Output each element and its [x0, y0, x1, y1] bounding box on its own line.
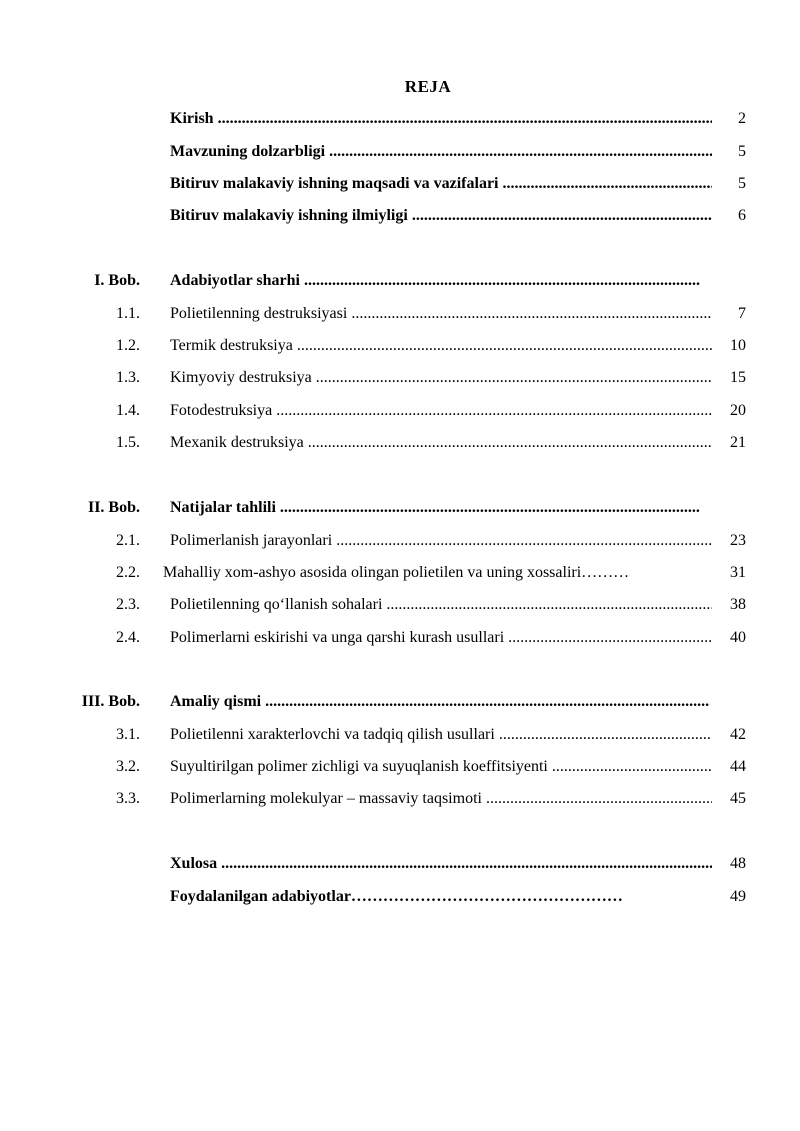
toc-entry-label: Polimerlarning molekulyar – massaviy taqsimoti .....	[170, 788, 712, 810]
toc-entry-references[interactable]	[0, 886, 800, 908]
toc-chapter-2[interactable]	[0, 497, 800, 519]
chapter-number: I. Bob.	[94, 272, 140, 289]
toc-entry[interactable]	[0, 562, 800, 584]
toc-entry[interactable]	[0, 724, 800, 746]
toc-entry-label: Mavzuning dolzarbligi .....	[170, 141, 712, 163]
toc-entry-page: 7	[738, 305, 746, 322]
toc-entry-page: 6	[738, 207, 746, 224]
toc-entry-number: 1.3.	[116, 369, 140, 386]
toc-entry[interactable]	[0, 627, 800, 649]
toc-entry-intro[interactable]	[0, 108, 800, 130]
toc-entry-page: 38	[730, 596, 746, 613]
toc-entry[interactable]	[0, 432, 800, 454]
toc-entry[interactable]	[0, 400, 800, 422]
toc-entry-goals[interactable]	[0, 173, 800, 195]
chapter-title: Adabiyotlar sharhi .....	[170, 270, 700, 292]
toc-entry-number: 2.1.	[116, 532, 140, 549]
toc-entry-page: 40	[730, 629, 746, 646]
toc-entry-label: Polietilenni xarakterlovchi va tadqiq qilish usullari .....	[170, 724, 712, 746]
toc-entry-number: 2.4.	[116, 629, 140, 646]
toc-entry-label: Kirish .....	[170, 108, 712, 130]
toc-entry-number: 1.4.	[116, 402, 140, 419]
toc-entry-label: Fotodestruksiya .....	[170, 400, 712, 422]
toc-entry-label: Polietilenning qo‘llanish sohalari .....	[170, 594, 712, 616]
toc-title: REJA	[404, 77, 452, 96]
toc-entry-number: 1.2.	[116, 337, 140, 354]
toc-chapter-1[interactable]	[0, 270, 800, 292]
toc-entry-page: 45	[730, 790, 746, 807]
toc-entry-label: Polimerlarni eskirishi va unga qarshi kurash usullari .....	[170, 627, 712, 649]
toc-entry-label: Suyultirilgan polimer zichligi va suyuqlanish koeffitsiyenti .....	[170, 756, 712, 778]
toc-chapter-3[interactable]	[0, 691, 800, 713]
toc-entry-label: Kimyoviy destruksiya .....	[170, 367, 712, 389]
toc-entry-page: 42	[730, 726, 746, 743]
chapter-title: Amaliy qismi .....	[170, 691, 710, 713]
toc-entry-page: 23	[730, 532, 746, 549]
toc-entry-number: 3.3.	[116, 790, 140, 807]
toc-entry-number: 3.2.	[116, 758, 140, 775]
chapter-title: Natijalar tahlili .....	[170, 497, 700, 519]
toc-entry-number: 2.3.	[116, 596, 140, 613]
toc-entry-page: 49	[730, 888, 746, 905]
toc-entry-relevance[interactable]	[0, 141, 800, 163]
toc-entry[interactable]	[0, 303, 800, 325]
toc-entry-page: 15	[730, 369, 746, 386]
toc-entry-label: Polimerlanish jarayonlari .....	[170, 530, 712, 552]
toc-entry-label: Mahalliy xom-ashyo asosida olingan polietilen va uning xossaliri………	[163, 564, 630, 581]
toc-entry-label: Termik destruksiya .....	[170, 335, 712, 357]
toc-entry-page: 5	[738, 143, 746, 160]
toc-entry-number: 1.5.	[116, 434, 140, 451]
toc-entry-page: 2	[738, 110, 746, 127]
toc-entry[interactable]	[0, 335, 800, 357]
toc-entry[interactable]	[0, 530, 800, 552]
toc-entry-number: 2.2.	[116, 564, 140, 581]
toc-entry-page: 21	[730, 434, 746, 451]
toc-entry-page: 31	[730, 564, 746, 581]
toc-entry-page: 44	[730, 758, 746, 775]
toc-entry-page: 5	[738, 175, 746, 192]
toc-entry-page: 48	[730, 855, 746, 872]
toc-entry-label: Xulosa .....	[170, 853, 712, 875]
toc-entry-page: 10	[730, 337, 746, 354]
toc-entry[interactable]	[0, 788, 800, 810]
toc-entry-label: Polietilenning destruksiyasi .....	[170, 303, 712, 325]
toc-entry-label: Bitiruv malakaviy ishning ilmiyligi .....	[170, 205, 712, 227]
toc-entry-label: Foydalanilgan adabiyotlar……………………………………………	[170, 888, 623, 905]
toc-entry-label: Bitiruv malakaviy ishning maqsadi va vazifalari .....	[170, 173, 712, 195]
toc-entry[interactable]	[0, 594, 800, 616]
toc-entry[interactable]	[0, 756, 800, 778]
chapter-number: III. Bob.	[81, 693, 140, 710]
toc-entry-page: 20	[730, 402, 746, 419]
toc-entry-label: Mexanik destruksiya .....	[170, 432, 712, 454]
toc-entry-number: 1.1.	[116, 305, 140, 322]
toc-entry-scientific[interactable]	[0, 205, 800, 227]
toc-entry[interactable]	[0, 367, 800, 389]
chapter-number: II. Bob.	[87, 499, 140, 516]
toc-entry-conclusion[interactable]	[0, 853, 800, 875]
toc-entry-number: 3.1.	[116, 726, 140, 743]
